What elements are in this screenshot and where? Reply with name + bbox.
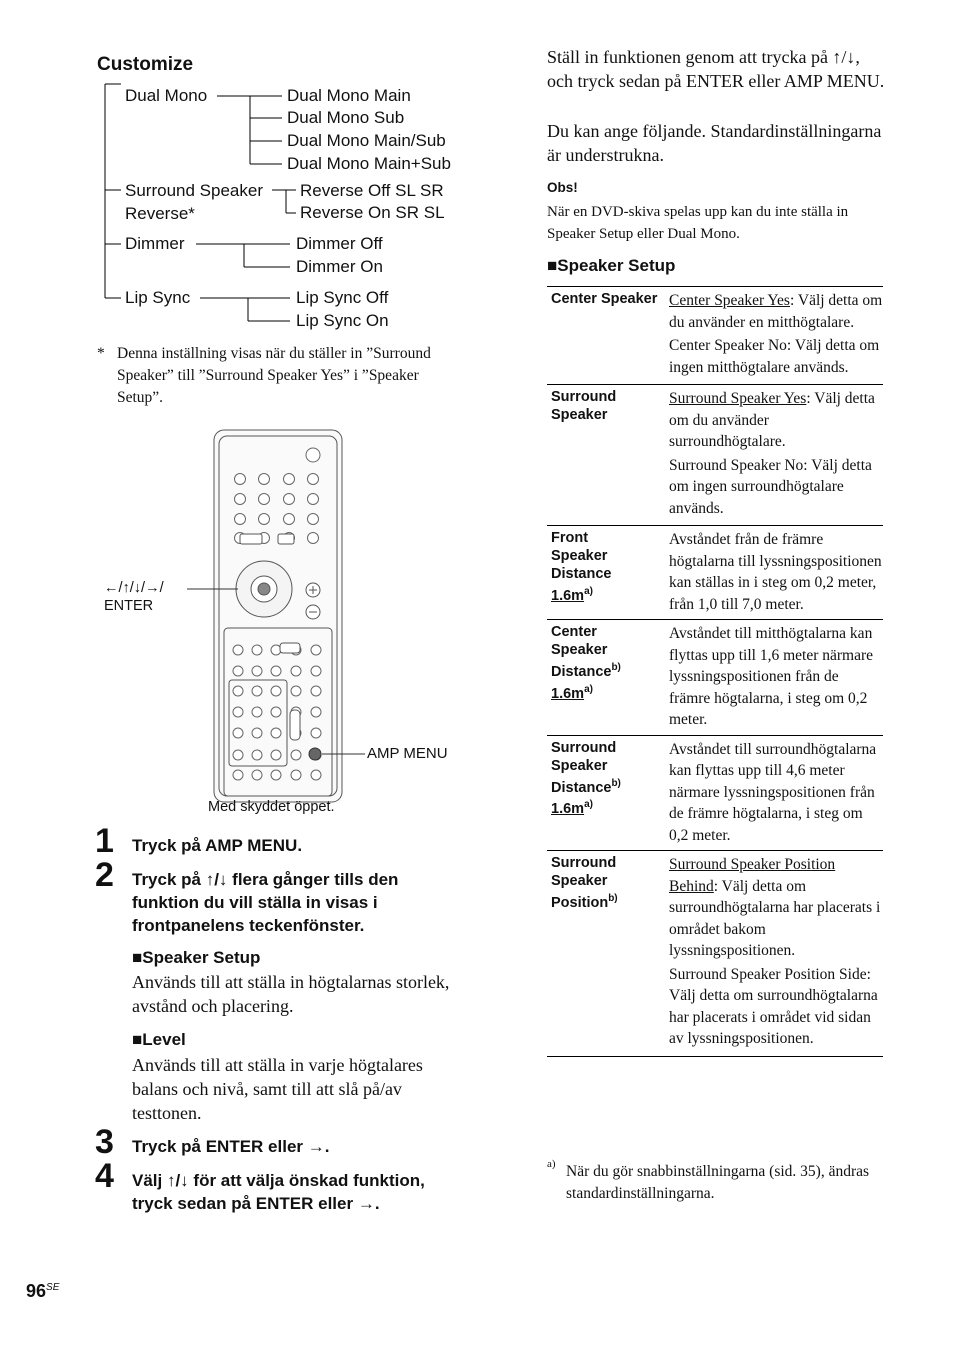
remote-button-icon — [308, 533, 319, 544]
remote-button-icon — [252, 728, 262, 738]
square-bullet-icon: ■ — [132, 948, 143, 967]
remote-button-icon — [235, 494, 246, 505]
step-number: 4 — [95, 1157, 114, 1195]
setting-description: Avståndet till mitthögtalarna kan flyttas upp till 1,6 meter närmare lyssningspositionen från de främre högtalarna, i steg om 0,2 meter. — [669, 620, 883, 736]
default-value: Surround Speaker Position Behind — [669, 856, 836, 895]
step-text: Tryck på ENTER eller →. — [132, 1137, 330, 1156]
remote-button-icon — [233, 707, 243, 717]
remote-button-icon — [271, 666, 281, 676]
option-description: Surround Speaker No: Välj detta om ingen surroundhögtalare används. — [669, 456, 872, 517]
remote-button-icon — [233, 686, 243, 696]
remote-button-icon — [233, 728, 243, 738]
surround-reverse-option: Reverse On SR SL — [300, 203, 445, 222]
step-number: 2 — [95, 856, 114, 894]
remote-button-icon — [284, 514, 295, 525]
setting-description: Center Speaker Yes: Välj detta om du använder en mitthögtalare. Center Speaker No: Välj detta om ingen mitthögtalare används. — [669, 287, 883, 385]
remote-button-icon — [259, 494, 270, 505]
dual-mono-option: Dual Mono Main/Sub — [287, 131, 446, 150]
default-value: 1.6m — [551, 801, 585, 818]
table-row — [547, 851, 883, 1057]
remote-button-icon — [306, 448, 320, 462]
remote-button-icon — [311, 728, 321, 738]
setting-description: Surround Speaker Position Behind: Välj detta om surroundhögtalarna har placerats i området bakom lyssningspositionen. Surround Speaker Position Side: Välj detta om surroundhögtalarna har placerats i området vid sidan av lyssningspositionen. — [669, 851, 883, 1057]
remote-button-icon — [233, 770, 243, 780]
surround-reverse-label: Surround Speaker — [125, 181, 263, 200]
step-number: 1 — [95, 822, 114, 860]
remote-button-icon — [311, 686, 321, 696]
step-text: Välj ↑/↓ för att välja önskad funktion, tryck sedan på ENTER eller →. — [132, 1171, 425, 1213]
remote-button-icon — [252, 666, 262, 676]
remote-button-icon — [252, 707, 262, 717]
setting-description: Avståndet till surroundhögtalarna kan flyttas upp till 4,6 meter närmare lyssningspositionen från de främre högtalarna, i steg om 0,2 meter. — [669, 735, 883, 851]
table-row — [547, 620, 883, 736]
square-bullet-icon: ■ — [132, 1030, 143, 1049]
footnote-star-marker: * — [97, 345, 105, 362]
amp-menu-callout-label: AMP MENU — [367, 745, 448, 762]
remote-button-icon — [271, 750, 281, 760]
remote-button-icon — [311, 666, 321, 676]
obs-title: Obs! — [547, 180, 578, 195]
setting-name: Front Speaker Distance $1.6m^{a)}$ — [547, 526, 669, 620]
option-description: Center Speaker No: Välj detta om ingen mitthögtalare används. — [669, 337, 880, 376]
lip-sync-label: Lip Sync — [125, 288, 191, 307]
remote-button-icon — [284, 494, 295, 505]
remote-button-icon — [252, 645, 262, 655]
dimmer-option: Dimmer Off — [296, 234, 383, 253]
step-text: Tryck på ↑/↓ flera gånger tills den funktion du vill ställa in visas i frontpanelens teckenfönster. — [132, 870, 399, 935]
remote-button-icon — [291, 666, 301, 676]
speaker-setup-heading: ■Speaker Setup — [547, 256, 676, 275]
remote-button-icon — [311, 770, 321, 780]
dual-mono-label: Dual Mono — [125, 86, 208, 105]
remote-caption: Med skyddet öppet. — [208, 799, 335, 815]
speaker-setup-table — [547, 286, 883, 1057]
intro-paragraph-2: Du kan ange följande. Standardinställningarna är understrukna. — [547, 121, 882, 165]
intro-paragraph: Ställ in funktionen genom att trycka på ↑/↓, och tryck sedan på ENTER eller AMP MENU. — [547, 47, 885, 91]
remote-button-icon — [271, 728, 281, 738]
default-value: 1.6m — [551, 587, 585, 604]
setting-description: Surround Speaker Yes: Välj detta om du använder surroundhögtalare. Surround Speaker No: Välj detta om ingen surroundhögtalare används. — [669, 385, 883, 526]
remote-button-icon — [252, 686, 262, 696]
surround-reverse-option: Reverse Off SL SR — [300, 181, 444, 200]
dual-mono-option: Dual Mono Main+Sub — [287, 154, 451, 173]
remote-button-icon — [284, 474, 295, 485]
table-row — [547, 735, 883, 851]
remote-button-icon — [291, 750, 301, 760]
step2-section-title: ■Level — [132, 1030, 186, 1049]
setting-name: Surround Speaker Position$^{b)}$ — [547, 851, 669, 1057]
remote-button-icon — [259, 474, 270, 485]
dimmer-label: Dimmer — [125, 234, 185, 253]
step2-section-body: Används till att ställa in varje högtalares balans och nivå, samt till att slå på/av testtonen. — [132, 1055, 423, 1123]
remote-button-icon — [271, 770, 281, 780]
remote-button-icon — [233, 750, 243, 760]
step2-section-body: Används till att ställa in högtalarnas storlek, avstånd och placering. — [132, 972, 450, 1016]
remote-button-icon — [291, 770, 301, 780]
remote-button-icon — [311, 707, 321, 717]
setting-name: Surround Speaker Distance$^{b)}$ $1.6m^{a)}$ — [547, 735, 669, 851]
setting-name: Surround Speaker — [547, 385, 669, 526]
remote-button-icon — [308, 494, 319, 505]
dual-mono-option: Dual Mono Sub — [287, 108, 405, 127]
setting-name: Center Speaker Distance$^{b)}$ $1.6m^{a)}$ — [547, 620, 669, 736]
step-text: Tryck på AMP MENU. — [132, 836, 303, 855]
footnote-a-marker: a) — [547, 1158, 556, 1170]
obs-text: När en DVD-skiva spelas upp kan du inte ställa in Speaker Setup eller Dual Mono. — [547, 204, 849, 242]
option-description: Surround Speaker Position Side: Välj detta om surroundhögtalarna har placerats i området vid sidan av lyssningspositionen. — [669, 965, 878, 1047]
dimmer-option: Dimmer On — [296, 257, 383, 276]
remote-button-icon — [233, 666, 243, 676]
remote-button-icon — [235, 474, 246, 485]
default-value: 1.6m — [551, 685, 585, 702]
setting-name: Center Speaker — [547, 287, 669, 385]
remote-button-icon — [252, 770, 262, 780]
remote-button-icon — [311, 645, 321, 655]
page-number: $96^{SE}$ — [26, 1281, 60, 1301]
table-row — [547, 287, 883, 385]
square-bullet-icon: ■ — [547, 256, 558, 275]
table-row — [547, 385, 883, 526]
lip-sync-option: Lip Sync On — [296, 311, 389, 330]
footnote-star-text: Denna inställning visas när du ställer in ”Surround Speaker” till ”Surround Speaker Yes” i ”Speaker Setup”. — [117, 345, 431, 406]
remote-button-icon — [271, 686, 281, 696]
default-value: Surround Speaker Yes — [669, 390, 807, 407]
enter-callout-label-2: ENTER — [104, 598, 154, 614]
remote-button-icon — [259, 514, 270, 525]
enter-callout-label: ←/↑/↓/→/ — [104, 580, 164, 596]
remote-button-icon — [308, 514, 319, 525]
remote-button-icon — [291, 686, 301, 696]
setting-description: Avståndet från de främre högtalarna till lyssningspositionen kan ställas in i steg om 0,2 meter, från 1,0 till 7,0 meter. — [669, 526, 883, 620]
table-row — [547, 526, 883, 620]
remote-button-icon — [308, 474, 319, 485]
default-value: Center Speaker Yes — [669, 292, 790, 309]
surround-reverse-label-2: Reverse* — [125, 204, 195, 223]
step2-section-title: ■Speaker Setup — [132, 948, 261, 967]
customize-heading: Customize — [97, 54, 194, 75]
remote-button-icon — [233, 645, 243, 655]
remote-button-icon — [271, 707, 281, 717]
remote-button-icon — [252, 750, 262, 760]
step-number: 3 — [95, 1123, 114, 1161]
dual-mono-option: Dual Mono Main — [287, 86, 411, 105]
remote-button-icon — [235, 514, 246, 525]
footnote-a-text: När du gör snabbinställningarna (sid. 35), ändras standardinställningarna. — [566, 1163, 870, 1202]
lip-sync-option: Lip Sync Off — [296, 288, 389, 307]
